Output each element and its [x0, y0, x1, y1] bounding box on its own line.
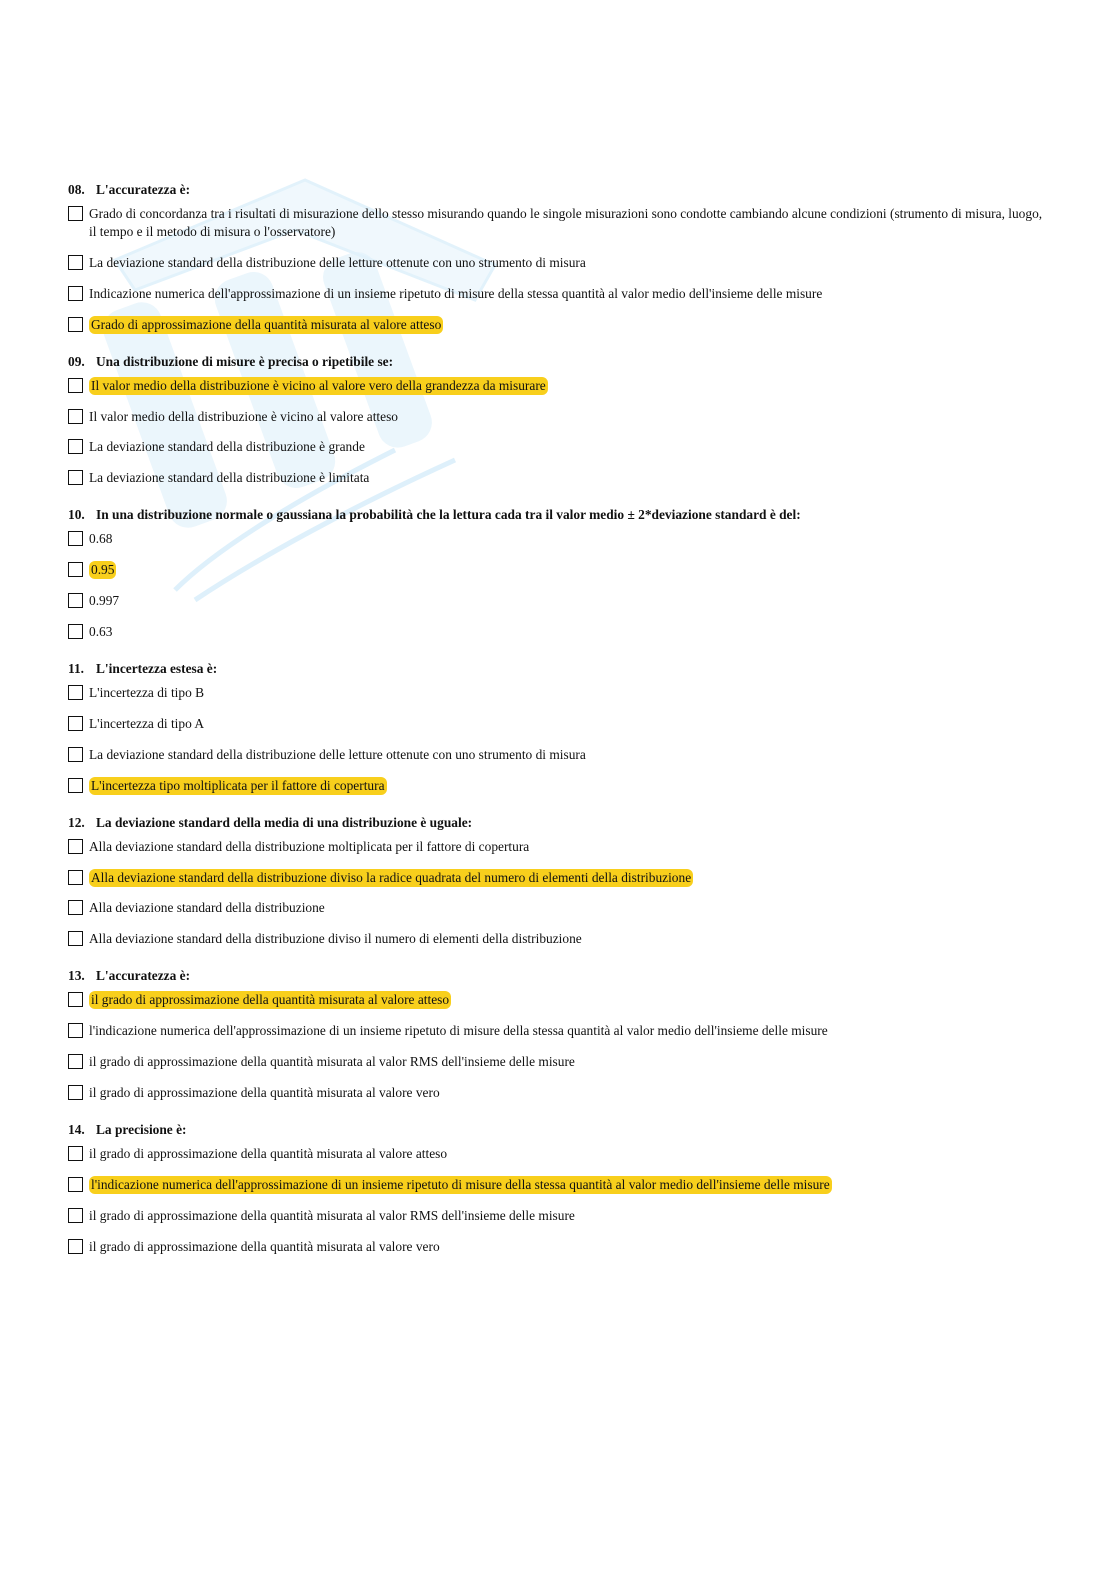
answer-checkbox[interactable] [68, 1208, 83, 1223]
question-heading [68, 180, 1043, 204]
answer-checkbox[interactable] [68, 1023, 83, 1038]
question-08 [68, 180, 1043, 334]
answer-checkbox[interactable] [68, 1085, 83, 1100]
answer-option [68, 1207, 1043, 1225]
answer-text: Alla deviazione standard della distribuzione [89, 900, 325, 916]
answer-option [68, 684, 1043, 702]
answer-checkbox[interactable] [68, 992, 83, 1007]
question-heading [68, 659, 1043, 683]
question-heading [68, 1120, 1043, 1144]
answer-option [68, 561, 1043, 579]
answer-text-highlighted: L'incertezza tipo moltiplicata per il fattore di copertura [91, 777, 385, 793]
answer-text: La deviazione standard della distribuzione è grande [89, 439, 365, 455]
answer-checkbox[interactable] [68, 286, 83, 301]
answer-text: 0.63 [89, 624, 113, 640]
answer-text: Indicazione numerica dell'approssimazione di un insieme ripetuto di misure della stessa quantità al valor medio dell'insieme delle misure [89, 285, 823, 301]
answer-option [68, 438, 1043, 456]
question-title: L'accuratezza è: [96, 182, 191, 197]
answer-checkbox[interactable] [68, 1239, 83, 1254]
answer-option [68, 205, 1043, 241]
answer-option [68, 408, 1043, 426]
answer-text: La deviazione standard della distribuzione delle letture ottenute con uno strumento di misura [89, 254, 586, 270]
answer-checkbox[interactable] [68, 531, 83, 546]
answer-option [68, 1238, 1043, 1256]
answer-option [68, 1176, 1043, 1194]
answer-checkbox[interactable] [68, 685, 83, 700]
answer-text: Alla deviazione standard della distribuzione moltiplicata per il fattore di copertura [89, 838, 530, 854]
question-heading [68, 505, 1043, 529]
answer-checkbox[interactable] [68, 870, 83, 885]
question-12 [68, 813, 1043, 949]
answer-option [68, 469, 1043, 487]
answer-checkbox[interactable] [68, 1054, 83, 1069]
question-title: L'accuratezza è: [96, 968, 191, 984]
answer-option [68, 869, 1043, 887]
answer-option [68, 746, 1043, 764]
answer-text-highlighted: Grado di approssimazione della quantità misurata al valore atteso [91, 316, 442, 332]
answer-text: La deviazione standard della distribuzione delle letture ottenute con uno strumento di misura [89, 746, 586, 762]
answer-checkbox[interactable] [68, 439, 83, 454]
answer-text: il grado di approssimazione della quantità misurata al valor RMS dell'insieme delle misure [89, 1207, 575, 1223]
answer-option [68, 1022, 1043, 1040]
question-number: 13. [68, 968, 85, 984]
question-title: Una distribuzione di misure è precisa o ripetibile se: [96, 353, 394, 369]
answer-option [68, 838, 1043, 856]
answer-checkbox[interactable] [68, 931, 83, 946]
answer-checkbox[interactable] [68, 409, 83, 424]
question-title: In una distribuzione normale o gaussiana la probabilità che la lettura cada tra il valor medio ± 2*deviazione standard è del: [96, 507, 801, 523]
question-13 [68, 966, 1043, 1102]
answer-checkbox[interactable] [68, 778, 83, 793]
answer-text: Il valor medio della distribuzione è vicino al valore atteso [89, 408, 398, 424]
question-number: 08. [68, 182, 85, 197]
answer-checkbox[interactable] [68, 1146, 83, 1161]
answer-checkbox[interactable] [68, 716, 83, 731]
answer-checkbox[interactable] [68, 747, 83, 762]
answer-checkbox[interactable] [68, 317, 83, 332]
question-10 [68, 505, 1043, 641]
answer-option [68, 991, 1043, 1009]
answer-option [68, 1053, 1043, 1071]
answer-option [68, 899, 1043, 917]
question-title: L'incertezza estesa è: [96, 661, 218, 677]
answer-checkbox[interactable] [68, 255, 83, 270]
answer-text: 0.68 [89, 531, 113, 547]
quiz-content [68, 180, 1043, 1274]
answer-option [68, 715, 1043, 733]
question-heading [68, 813, 1043, 837]
answer-checkbox[interactable] [68, 378, 83, 393]
question-number: 10. [68, 507, 85, 523]
question-number: 11. [68, 661, 84, 677]
question-title: La precisione è: [96, 1122, 187, 1138]
answer-text: il grado di approssimazione della quantità misurata al valore vero [89, 1238, 440, 1254]
question-14 [68, 1120, 1043, 1256]
answer-text: il grado di approssimazione della quantità misurata al valore atteso [89, 1146, 448, 1162]
question-heading [68, 966, 1043, 990]
answer-text-highlighted: 0.95 [91, 562, 115, 578]
question-number: 12. [68, 814, 85, 830]
answer-checkbox[interactable] [68, 593, 83, 608]
answer-text: L'incertezza di tipo A [89, 715, 205, 731]
answer-checkbox[interactable] [68, 624, 83, 639]
answer-option [68, 316, 1043, 334]
question-heading [68, 352, 1043, 376]
answer-option [68, 1084, 1043, 1102]
answer-text-highlighted: Il valor medio della distribuzione è vicino al valore vero della grandezza da misurare [91, 377, 546, 393]
answer-checkbox[interactable] [68, 470, 83, 485]
answer-text: Grado di concordanza tra i risultati di misurazione dello stesso misurando quando le singole misurazioni sono condotte cambiando alcune condizioni (strumento di misura, luogo, il tempo e il metodo di misura o l'osservatore) [89, 206, 1043, 239]
question-title: La deviazione standard della media di una distribuzione è uguale: [96, 814, 473, 830]
answer-checkbox[interactable] [68, 839, 83, 854]
answer-checkbox[interactable] [68, 1177, 83, 1192]
answer-checkbox[interactable] [68, 900, 83, 915]
answer-option [68, 285, 1043, 303]
answer-option [68, 530, 1043, 548]
answer-option [68, 1145, 1043, 1163]
answer-checkbox[interactable] [68, 562, 83, 577]
question-09 [68, 352, 1043, 488]
answer-text-highlighted: Alla deviazione standard della distribuzione diviso la radice quadrata del numero di elementi della distribuzione [91, 869, 692, 885]
answer-option [68, 377, 1043, 395]
question-11 [68, 659, 1043, 795]
answer-text: Alla deviazione standard della distribuzione diviso il numero di elementi della distribuzione [89, 931, 582, 947]
answer-text: l'indicazione numerica dell'approssimazione di un insieme ripetuto di misure della stessa quantità al valor medio dell'insieme delle misure [89, 1023, 828, 1039]
answer-text: il grado di approssimazione della quantità misurata al valore vero [89, 1085, 440, 1101]
question-number: 14. [68, 1122, 85, 1138]
answer-text: L'incertezza di tipo B [89, 685, 205, 701]
answer-text: il grado di approssimazione della quantità misurata al valor RMS dell'insieme delle misure [89, 1054, 575, 1070]
answer-checkbox[interactable] [68, 206, 83, 221]
answer-option [68, 623, 1043, 641]
answer-option [68, 930, 1043, 948]
answer-option [68, 254, 1043, 272]
answer-text: 0.997 [89, 593, 120, 609]
answer-option [68, 777, 1043, 795]
answer-text-highlighted: l'indicazione numerica dell'approssimazione di un insieme ripetuto di misure della stessa quantità al valor medio dell'insieme delle misure [91, 1176, 830, 1192]
answer-option [68, 592, 1043, 610]
answer-text-highlighted: il grado di approssimazione della quantità misurata al valore atteso [91, 992, 450, 1008]
question-number: 09. [68, 353, 85, 369]
answer-text: La deviazione standard della distribuzione è limitata [89, 470, 370, 486]
